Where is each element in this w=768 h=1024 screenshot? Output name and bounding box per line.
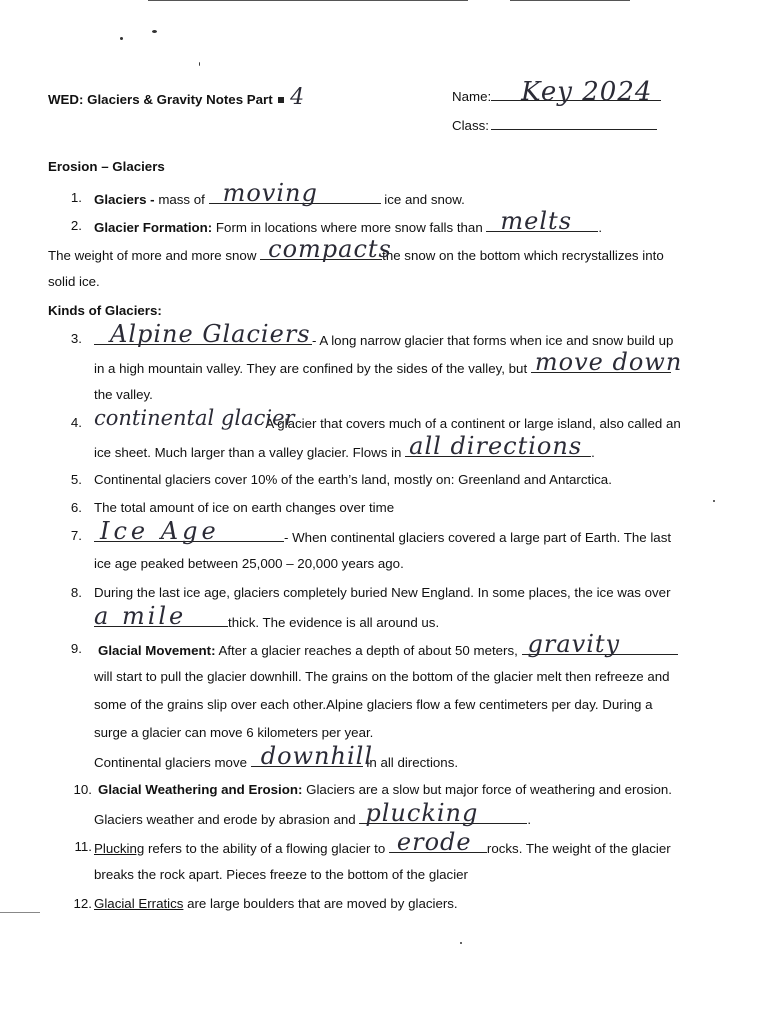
item-number: 9. xyxy=(70,641,82,656)
term: Plucking xyxy=(94,841,145,856)
term: Glacial Movement: xyxy=(98,643,216,658)
item-4: continental glacier - A glacier that covers much of a continent or large island, also called an xyxy=(94,406,681,431)
scan-edge-line xyxy=(510,0,630,1)
scan-speck xyxy=(152,30,157,33)
item-number: 8. xyxy=(70,585,82,600)
answer-handwritten: all directions xyxy=(409,432,583,460)
item-9-continued: will start to pull the glacier downhill. The grains on the bottom of the glacier melt then refreeze and xyxy=(94,669,670,684)
item-2-continued: solid ice. xyxy=(48,274,100,289)
term: Glacial Erratics xyxy=(94,896,184,911)
item-7-continued: ice age peaked between 25,000 – 20,000 years ago. xyxy=(94,556,404,571)
item-6: The total amount of ice on earth changes over time xyxy=(94,500,395,515)
answer-handwritten: gravity xyxy=(527,630,621,658)
kinds-title: Kinds of Glaciers: xyxy=(48,303,162,318)
item-4-continued: ice sheet. Much larger than a valley glacier. Flows in all directions . xyxy=(94,432,595,460)
section-title: Erosion – Glaciers xyxy=(48,159,165,174)
item-number: 11. xyxy=(74,839,92,854)
name-label: Name: xyxy=(452,89,492,104)
answer-handwritten: downhill xyxy=(260,742,373,770)
answer-handwritten: a mile xyxy=(94,602,187,630)
name-handwritten: Key 2024 xyxy=(521,77,653,107)
scan-speck xyxy=(199,62,200,66)
item-7: Ice Age - When continental glaciers covered a large part of Earth. The last xyxy=(94,527,671,547)
item-2: Glacier Formation: Form in locations where more snow falls than melts . xyxy=(94,207,603,235)
term: Glacial Weathering and Erosion: xyxy=(98,782,303,797)
term: Glacier Formation: xyxy=(94,220,213,235)
answer-handwritten: continental glacier xyxy=(94,406,295,430)
item-number: 3. xyxy=(70,331,82,346)
item-number: 1. xyxy=(70,190,82,205)
item-number: 6. xyxy=(70,500,82,515)
answer-handwritten: compacts xyxy=(268,235,392,263)
scan-speck xyxy=(120,37,123,40)
class-field xyxy=(452,115,657,135)
part-number-handwritten: 4 xyxy=(290,85,306,110)
scan-edge-line xyxy=(148,0,468,1)
item-8: During the last ice age, glaciers completely buried New England. In some places, the ice was over xyxy=(94,585,671,600)
item-number: 2. xyxy=(70,218,82,233)
item-number: 12. xyxy=(73,896,92,911)
answer-handwritten: Ice Age xyxy=(100,517,220,545)
item-9-continued: some of the grains slip over each other.Alpine glaciers flow a few centimeters per day. During a xyxy=(94,697,653,712)
answer-handwritten: plucking xyxy=(365,799,479,827)
answer-handwritten: Alpine Glaciers xyxy=(110,320,311,348)
item-10: Glacial Weathering and Erosion: Glaciers are a slow but major force of weathering and erosion. xyxy=(98,782,672,797)
item-3-continued: the valley. xyxy=(94,387,153,402)
answer-handwritten: move down xyxy=(534,348,683,376)
scan-speck xyxy=(713,500,715,502)
worksheet-title: WED: Glaciers & Gravity Notes Part 4 xyxy=(48,85,306,110)
name-field xyxy=(452,77,661,107)
item-3-continued: in a high mountain valley. They are confined by the sides of the valley, but move down xyxy=(94,348,683,376)
item-11: Plucking refers to the ability of a flowing glacier to erode rocks. The weight of the glacier xyxy=(94,828,671,856)
term: Glaciers - xyxy=(94,192,155,207)
item-1: Glaciers - mass of moving ice and snow. xyxy=(94,179,465,207)
answer-handwritten: erode xyxy=(396,828,472,856)
item-10-continued: Glaciers weather and erode by abrasion and plucking . xyxy=(94,799,532,827)
item-number: 10. xyxy=(73,782,92,797)
scan-speck xyxy=(460,942,462,944)
class-label: Class: xyxy=(452,118,489,133)
item-9: Glacial Movement: After a glacier reaches a depth of about 50 meters, gravity xyxy=(98,640,678,660)
answer-handwritten: moving xyxy=(222,179,318,207)
item-11-continued: breaks the rock apart. Pieces freeze to the bottom of the glacier xyxy=(94,867,468,882)
answer-handwritten: melts xyxy=(500,207,573,235)
item-number: 5. xyxy=(70,472,82,487)
item-12: Glacial Erratics are large boulders that are moved by glaciers. xyxy=(94,896,458,911)
scan-edge-line xyxy=(0,912,40,913)
item-3: Alpine Glaciers - A long narrow glacier that forms when ice and snow build up xyxy=(94,330,673,350)
item-2-continued: The weight of more and more snow compacts the snow on the bottom which recrystallizes into xyxy=(48,235,664,263)
item-9-continued: surge a glacier can move 6 kilometers per year. xyxy=(94,725,374,740)
item-number: 7. xyxy=(70,528,82,543)
item-number: 4. xyxy=(70,415,82,430)
item-8-continued: a mile thick. The evidence is all around us. xyxy=(94,602,440,630)
item-5: Continental glaciers cover 10% of the earth’s land, mostly on: Greenland and Antarctica. xyxy=(94,472,612,487)
item-9-continued: Continental glaciers move downhill in all directions. xyxy=(94,742,459,770)
